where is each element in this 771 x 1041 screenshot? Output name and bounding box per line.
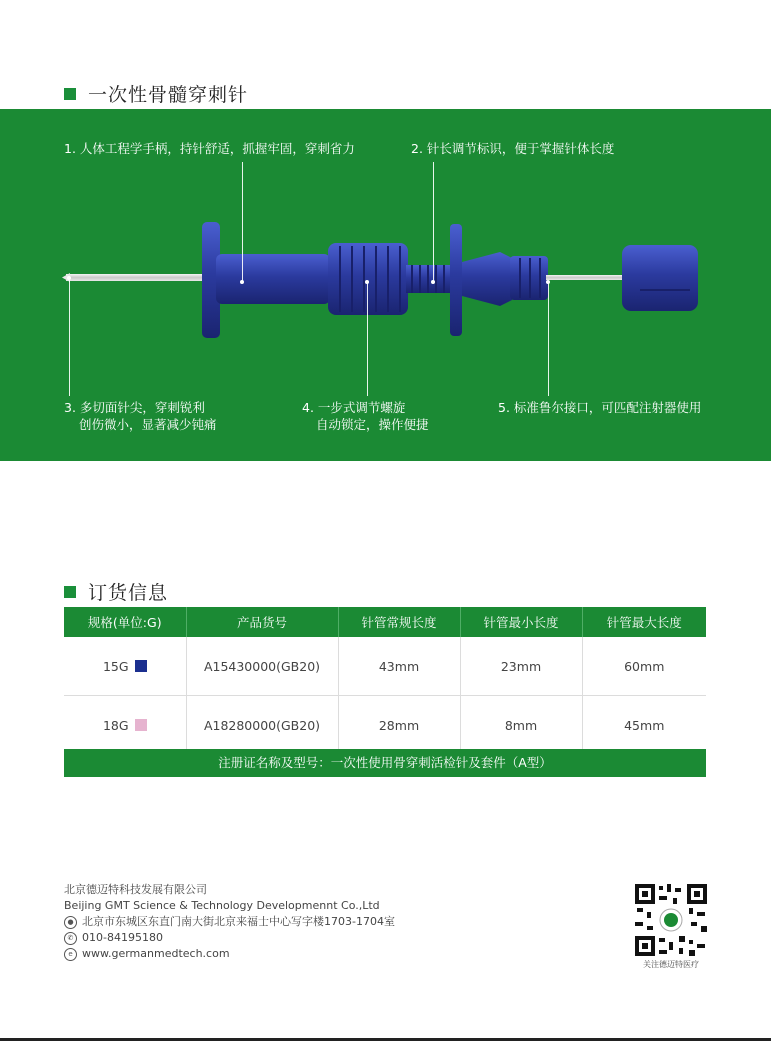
cell-regular-length: 43mm	[338, 637, 460, 696]
feature-4-subtext: 自动锁定，操作便捷	[316, 417, 429, 432]
website-link[interactable]: www.germanmedtech.com	[82, 947, 230, 960]
cell-max-length: 60mm	[582, 637, 706, 696]
feature-5-leader	[548, 282, 549, 396]
location-icon: ●	[64, 916, 77, 929]
section-marker-icon	[64, 586, 76, 598]
color-swatch-icon	[135, 719, 147, 731]
feature-4-dot	[365, 280, 369, 284]
cell-min-length: 8mm	[460, 696, 582, 755]
feature-3-leader	[69, 280, 70, 396]
phone-row: ✆ 010-84195180	[64, 930, 395, 946]
cell-min-length: 23mm	[460, 637, 582, 696]
feature-1-text: 1. 人体工程学手柄，持针舒适，抓握牢固，穿刺省力	[64, 141, 355, 156]
address-row: ● 北京市东城区东直门南大街北京来福士中心写字楼1703-1704室	[64, 914, 395, 930]
website-row	[64, 946, 395, 962]
feature-2-leader	[433, 162, 434, 282]
header-spec: 规格(单位:G)	[64, 607, 186, 637]
feature-1-dot	[240, 280, 244, 284]
company-footer	[64, 882, 395, 962]
feature-3-dot	[67, 276, 71, 280]
company-name-cn: 北京德迈特科技发展有限公司	[64, 883, 207, 896]
registration-bar: 注册证名称及型号：一次性使用骨穿刺活检针及套件（A型）	[64, 749, 706, 777]
phone-icon: ✆	[64, 932, 77, 945]
order-table	[64, 607, 706, 755]
feature-1-leader	[242, 162, 243, 282]
feature-2-dot	[431, 280, 435, 284]
table-row	[64, 696, 706, 755]
globe-icon: e	[64, 948, 77, 961]
header-max-length: 针管最大长度	[582, 607, 706, 637]
header-min-length: 针管最小长度	[460, 607, 582, 637]
cell-code: A15430000(GB20)	[186, 637, 338, 696]
cell-code: A18280000(GB20)	[186, 696, 338, 755]
color-swatch-icon	[135, 660, 147, 672]
feature-5-text: 5. 标准鲁尔接口，可匹配注射器使用	[498, 400, 702, 415]
cell-spec: 18G	[64, 696, 186, 755]
feature-3-subtext: 创伤微小，显著减少钝痛	[79, 417, 217, 432]
cell-spec: 15G	[64, 637, 186, 696]
feature-4-text: 4. 一步式调节螺旋	[302, 400, 406, 415]
table-header-row	[64, 607, 706, 637]
feature-4-leader	[367, 282, 368, 396]
feature-2-text: 2. 针长调节标识，便于掌握针体长度	[411, 141, 615, 156]
feature-5-dot	[546, 280, 550, 284]
qr-code-icon	[635, 884, 707, 956]
qr-caption: 关注德迈特医疗	[643, 960, 699, 969]
table-row	[64, 637, 706, 696]
header-regular-length: 针管常规长度	[338, 607, 460, 637]
company-name-en: Beijing GMT Science & Technology Developmennt Co.,Ltd	[64, 899, 380, 912]
product-section-title: 一次性骨髓穿刺针	[64, 80, 248, 107]
header-code: 产品货号	[186, 607, 338, 637]
cell-max-length: 45mm	[582, 696, 706, 755]
cell-regular-length: 28mm	[338, 696, 460, 755]
order-section-title: 订货信息	[64, 578, 168, 605]
feature-3-text: 3. 多切面针尖，穿刺锐利	[64, 400, 205, 415]
